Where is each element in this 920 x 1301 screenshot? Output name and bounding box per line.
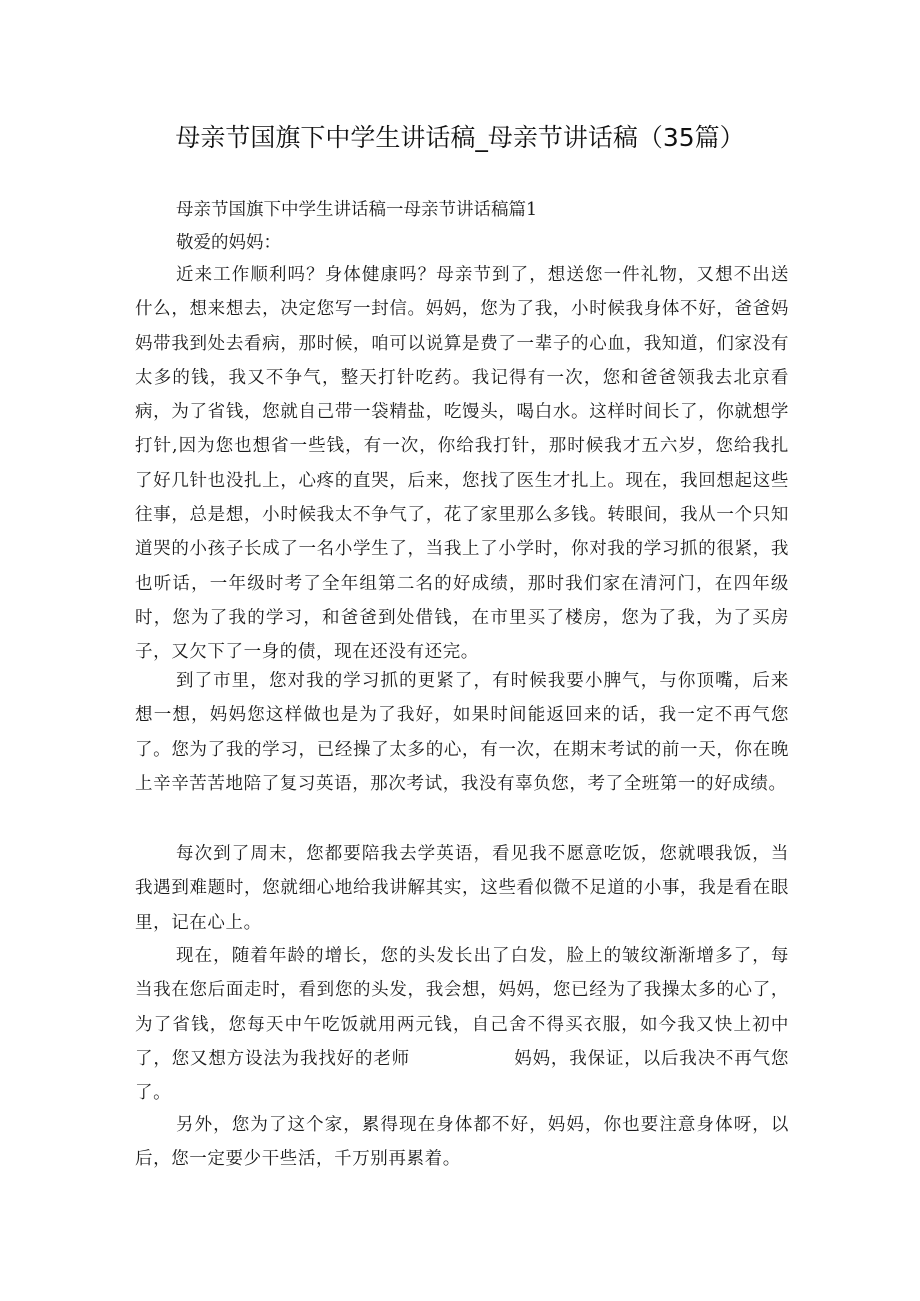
- document-title: 母亲节国旗下中学生讲话稿_母亲节讲话稿（35篇）: [175, 123, 745, 152]
- section-subheading: 母亲节国旗下中学生讲话稿一母亲节讲话稿篇1: [176, 200, 538, 220]
- paragraph-2: 到了市里，您对我的学习抓的更紧了，有时候我要小脾气，与你顶嘴，后来想一想，妈妈您这样做也是为了我好，如果时间能返回来的话，我一定不再气您了。您为了我的学习，已经操了太多的心，有一次，在期末考试的前一天，你在晚上辛辛苦苦地陪了复习英语，那次考试，我没有辜负您，考了全班第一的好成绩。: [135, 671, 789, 794]
- paragraph-3: 每次到了周末，您都要陪我去学英语，看见我不愿意吃饭，您就喂我饭，当我遇到难题时，您就细心地给我讲解其实，这些看似微不足道的小事，我是看在眼里，记在心上。: [135, 844, 789, 933]
- paragraph-5: 另外，您为了这个家，累得现在身体都不好，妈妈，你也要注意身体呀，以后，您一定要少干些活，千万别再累着。: [135, 1115, 789, 1170]
- paragraph-1: 近来工作顺利吗？身体健康吗？母亲节到了，想送您一件礼物，又想不出送什么，想来想去，决定您写一封信。妈妈，您为了我，小时候我身体不好，爸爸妈妈带我到处去看病，那时候，咱可以说算是费了一辈子的心血，我知道，们家没有太多的钱，我又不争气，整天打针吃药。我记得有一次，您和爸爸领我去北京看病，为了省钱，您就自己带一袋精盐，吃馒头，喝白水。这样时间长了，你就想学打针,因为您也想省一些钱，有一次，你给我打针，那时候我才五六岁，您给我扎了好几针也没扎上，心疼的直哭，后来，您找了医生才扎上。现在，我回想起这些往事，总是想，小时候我太不争气了，花了家里那么多钱。转眼间，我从一个只知道哭的小孩子长成了一名小学生了，当我上了小学时，你对我的学习抓的很紧，我也听话，一年级时考了全年组第二名的好成绩，那时我们家在清河门，在四年级时，您为了我的学习，和爸爸到处借钱，在市里买了楼房，您为了我，为了买房子，又欠下了一身的债，现在还没有还完。: [135, 265, 789, 663]
- paragraph-4: [135, 939, 789, 1110]
- letter-greeting: 敬爱的妈妈：: [176, 233, 281, 253]
- paragraph-4-tail: 妈妈，我保证，以后我决不再气您了。: [135, 1048, 789, 1104]
- paragraph-4-text: 现在，随着年龄的增长，您的头发长出了白发，脸上的皱纹渐渐增多了，每当我在您后面走时，看到您的头发，我会想，妈妈，您已经为了我操太多的心了，为了省钱，您每天中午吃饭就用两元钱，自己舍不得买衣服，如今我又快上初中了，您又想方设法为我找好的老师: [135, 946, 789, 1069]
